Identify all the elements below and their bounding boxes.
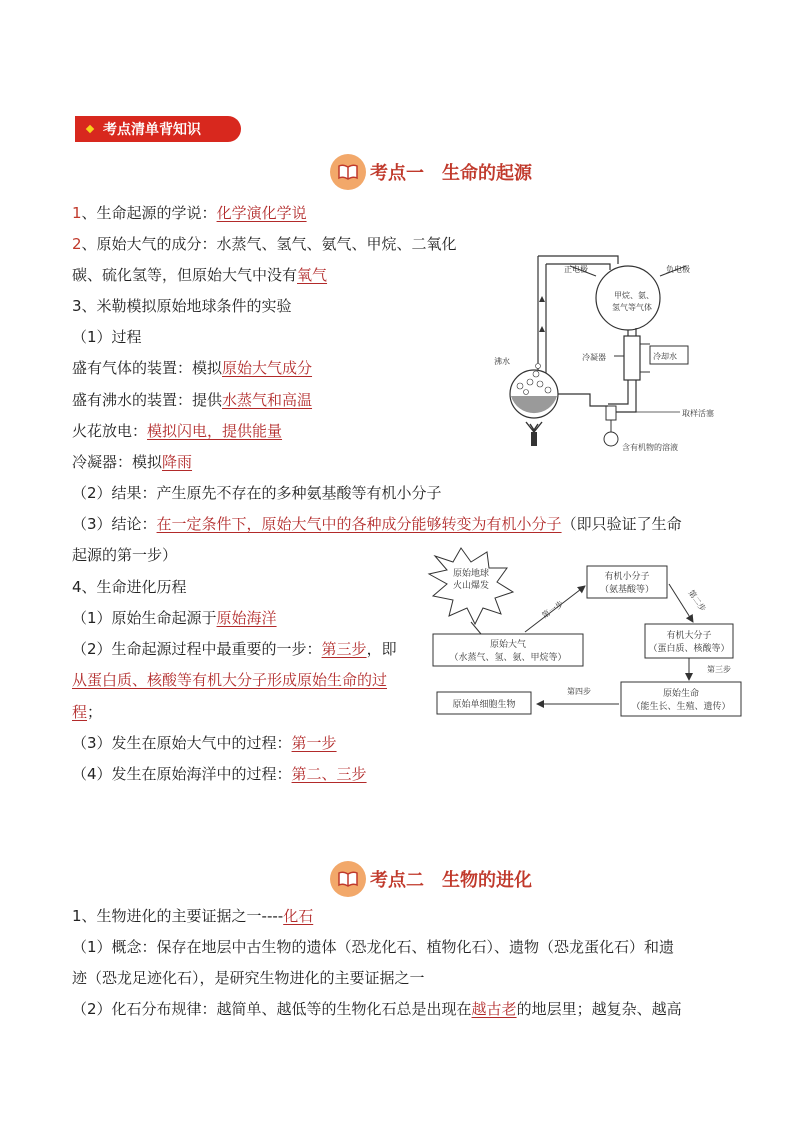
svg-text:有机大分子: 有机大分子 xyxy=(666,631,712,641)
answer: 越古老 xyxy=(471,1000,517,1018)
text-line: （2）化石分布规律：越简单、越低等的生物化石总是出现在越古老的地层里；越复杂、越高 xyxy=(72,1000,682,1018)
svg-text:甲烷、氨、: 甲烷、氨、 xyxy=(614,291,654,300)
svg-text:原始生命: 原始生命 xyxy=(662,689,700,699)
svg-text:有机小分子: 有机小分子 xyxy=(604,572,650,582)
answer: 化石 xyxy=(283,907,314,925)
text-line: （4）发生在原始海洋中的过程：第二、三步 xyxy=(72,765,367,783)
text-line: 盛有气体的装置：模拟原始大气成分 xyxy=(72,359,313,377)
text-line: 冷凝器：模拟降雨 xyxy=(72,453,193,471)
svg-text:火山爆发: 火山爆发 xyxy=(452,581,490,591)
svg-text:（蛋白质、核酸等）: （蛋白质、核酸等） xyxy=(648,644,730,654)
answer: 原始大气成分 xyxy=(222,359,313,377)
svg-text:（水蒸气、氢、氨、甲烷等）: （水蒸气、氢、氨、甲烷等） xyxy=(449,653,567,663)
text-line: （1）原始生命起源于原始海洋 xyxy=(72,609,277,627)
answer: 模拟闪电，提供能量 xyxy=(147,422,283,440)
answer: 原始海洋 xyxy=(216,609,277,627)
text-line: 1、生命起源的学说：化学演化学说 xyxy=(72,204,307,222)
text-line: （3）发生在原始大气中的过程：第一步 xyxy=(72,734,337,752)
svg-text:第四步: 第四步 xyxy=(567,687,591,696)
text-line: （3）结论：在一定条件下，原始大气中的各种成分能够转变为有机小分子（即只验证了生命 xyxy=(72,515,682,533)
answer: 在一定条件下，原始大气中的各种成分能够转变为有机小分子 xyxy=(156,515,562,533)
svg-text:（氨基酸等）: （氨基酸等） xyxy=(599,585,655,595)
text-line: 盛有沸水的装置：提供水蒸气和高温 xyxy=(72,391,313,409)
negative-electrode-label: 负电极 xyxy=(666,265,690,274)
section-heading-2 xyxy=(330,861,532,897)
text-line: 4、生命进化历程 xyxy=(72,578,187,596)
svg-text:第二步: 第二步 xyxy=(686,588,708,614)
svg-text:原始单细胞生物: 原始单细胞生物 xyxy=(452,700,516,710)
text-line: （2）结果：产生原先不存在的多种氨基酸等有机小分子 xyxy=(72,484,442,502)
text-line: 3、米勒模拟原始地球条件的实验 xyxy=(72,297,292,315)
text-line: 1、生物进化的主要证据之一----化石 xyxy=(72,907,314,925)
positive-electrode-label: 正电极 xyxy=(564,265,588,274)
text-line xyxy=(72,670,387,690)
text-line: 火花放电：模拟闪电，提供能量 xyxy=(72,422,283,440)
book-icon xyxy=(330,154,366,190)
answer: 化学演化学说 xyxy=(216,204,307,222)
text-line: 起源的第一步） xyxy=(72,546,178,564)
book-icon xyxy=(330,861,366,897)
evolution-flow-diagram xyxy=(425,546,745,726)
answer: 降雨 xyxy=(162,453,193,471)
arrow-step2 xyxy=(669,584,693,622)
svg-text:氢气等气体: 氢气等气体 xyxy=(612,303,652,312)
svg-text:原始大气: 原始大气 xyxy=(489,640,527,650)
text-line: 2、原始大气的成分：水蒸气、氢气、氨气、甲烷、二氧化 xyxy=(72,235,457,253)
section-banner xyxy=(75,116,241,142)
text-line: 迹（恐龙足迹化石），是研究生物进化的主要证据之一 xyxy=(72,969,425,987)
answer: 从蛋白质、核酸等有机大分子形成原始生命的过 xyxy=(72,671,388,689)
boiling-water-label: 沸水 xyxy=(494,357,510,366)
valve-label: 取样活塞 xyxy=(682,409,714,418)
section-heading-1 xyxy=(330,154,532,190)
text-line: 程； xyxy=(72,703,103,721)
text-line: （2）生命起源过程中最重要的一步：第三步，即 xyxy=(72,640,397,658)
text-line: 碳、硫化氢等，但原始大气中没有氧气 xyxy=(72,266,328,284)
svg-text:第三步: 第三步 xyxy=(707,665,731,674)
section-title: 生物的进化 xyxy=(442,870,532,891)
text-line: （1）概念：保存在地层中古生物的遗体（恐龙化石、植物化石）、遗物（恐龙蛋化石）和遗 xyxy=(72,938,675,956)
answer: 氧气 xyxy=(297,266,328,284)
section-number: 考点一 xyxy=(370,163,424,184)
answer: 水蒸气和高温 xyxy=(222,391,313,409)
solution-label: 含有机物的溶液 xyxy=(622,443,678,452)
condenser xyxy=(624,336,640,380)
diamond-icon xyxy=(86,125,94,133)
section-number: 考点二 xyxy=(370,870,424,891)
svg-text:（能生长、生殖、遗传）: （能生长、生殖、遗传） xyxy=(631,702,731,712)
arrow-up-icon xyxy=(539,296,545,302)
text-line: （1）过程 xyxy=(72,328,142,346)
section-title: 生命的起源 xyxy=(442,163,532,184)
miller-apparatus-diagram xyxy=(490,236,730,464)
flame-icon xyxy=(526,422,542,432)
banner-label: 考点清单背知识 xyxy=(103,122,201,138)
svg-text:原始地球: 原始地球 xyxy=(452,569,490,579)
answer: 第三步 xyxy=(321,640,367,658)
answer: 第一步 xyxy=(291,734,337,752)
burner xyxy=(531,432,537,446)
answer: 程 xyxy=(72,703,88,721)
condenser-label: 冷凝器 xyxy=(582,353,606,362)
answer: 第二、三步 xyxy=(291,765,367,783)
cooling-water-label: 冷却水 xyxy=(653,352,677,361)
svg-text:第一步: 第一步 xyxy=(540,599,566,621)
